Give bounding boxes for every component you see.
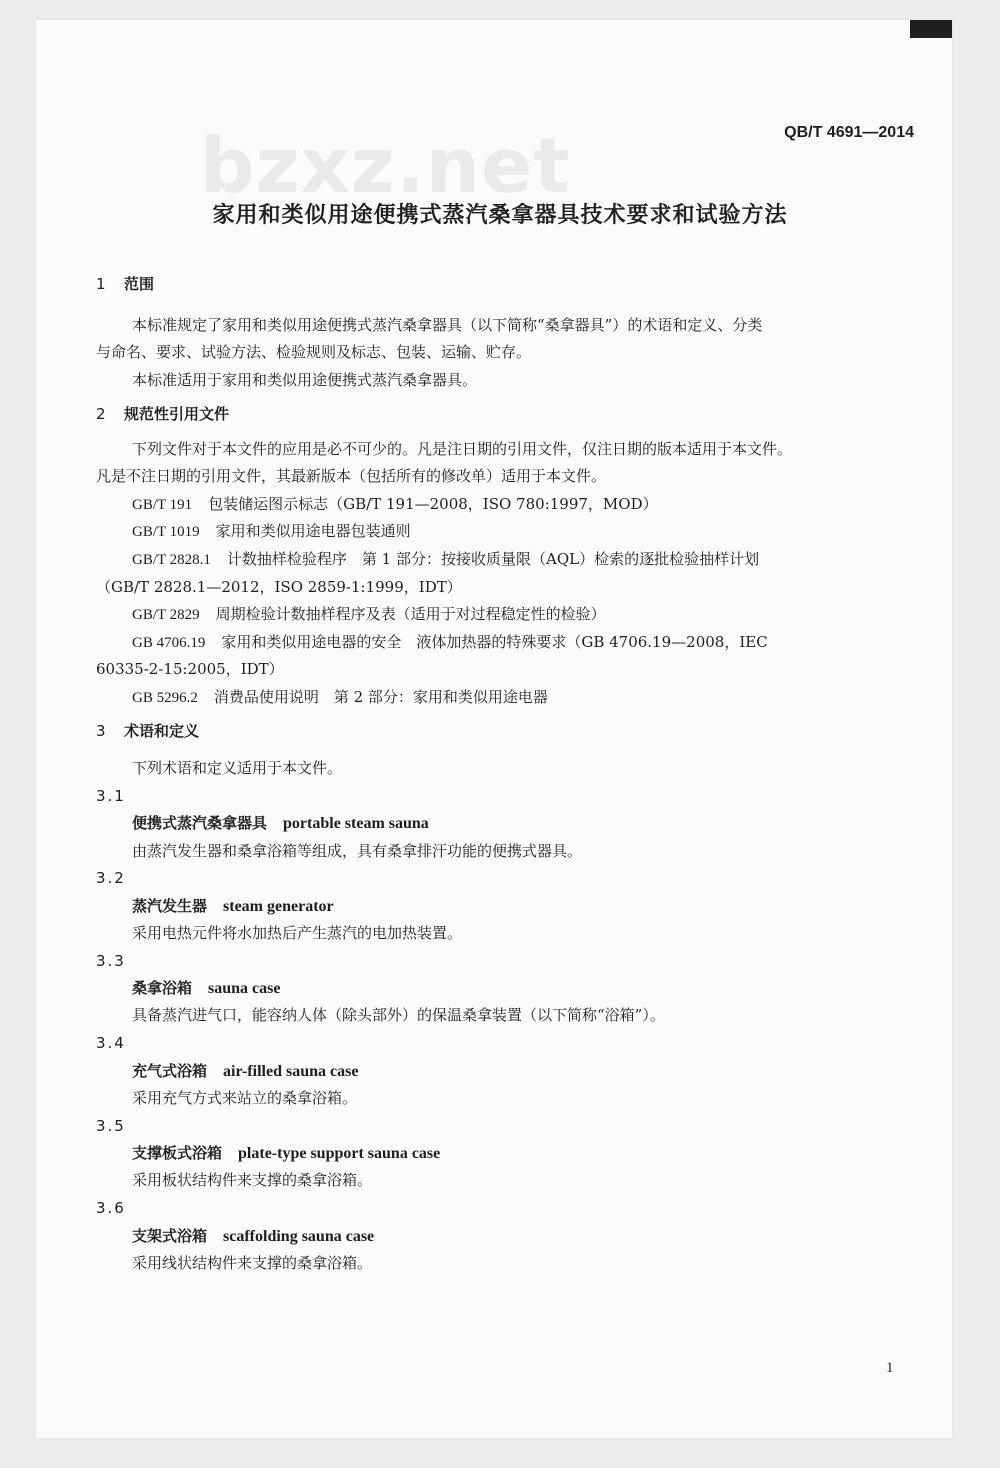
term-definition: 采用电热元件将水加热后产生蒸汽的电加热装置。 xyxy=(132,924,463,942)
paragraph-line: 凡是不注日期的引用文件，其最新版本（包括所有的修改单）适用于本文件。 xyxy=(96,467,607,485)
subclause-number: 3.5 xyxy=(96,1117,126,1135)
paragraph-line: 与命名、要求、试验方法、检验规则及标志、包装、运输、贮存。 xyxy=(96,343,532,361)
term-chinese: 支撑板式浴箱 xyxy=(132,1144,223,1162)
reference-continuation: 60335-2-15:2005，IDT） xyxy=(96,660,284,678)
subclause-number: 3.3 xyxy=(96,952,126,970)
section-title: 范围 xyxy=(124,275,155,293)
paragraph-line: 本标准适用于家用和类似用途便携式蒸汽桑拿器具。 xyxy=(132,371,478,389)
term-heading xyxy=(132,1143,440,1164)
section-number: 3 xyxy=(96,722,106,740)
reference-title: 家用和类似用途电器的安全 液体加热器的特殊要求（GB 4706.19—2008，IEC xyxy=(221,633,768,651)
subclause-number: 3.2 xyxy=(96,869,126,887)
reference-title: 计数抽样检验程序 第 1 部分：按接收质量限（AQL）检索的逐批检验抽样计划 xyxy=(226,550,760,568)
subclause-number: 3.6 xyxy=(96,1199,126,1217)
reference-item xyxy=(132,549,759,570)
term-chinese: 支架式浴箱 xyxy=(132,1227,208,1245)
paragraph-line: 本标准规定了家用和类似用途便携式蒸汽桑拿器具（以下简称“桑拿器具”）的术语和定义、分类 xyxy=(132,316,763,334)
term-english: portable steam sauna xyxy=(283,815,429,832)
watermark: bzxz.net xyxy=(200,121,571,210)
reference-code: GB 4706.19 xyxy=(132,635,206,651)
term-english: sauna case xyxy=(208,980,281,997)
term-english: scaffolding sauna case xyxy=(223,1228,375,1245)
paragraph-line: 下列术语和定义适用于本文件。 xyxy=(132,759,343,777)
term-chinese: 便携式蒸汽桑拿器具 xyxy=(132,814,268,832)
term-english: plate-type support sauna case xyxy=(238,1145,441,1162)
term-definition: 采用线状结构件来支撑的桑拿浴箱。 xyxy=(132,1254,373,1272)
section-heading-refs xyxy=(96,404,229,424)
term-definition: 采用板状结构件来支撑的桑拿浴箱。 xyxy=(132,1171,373,1189)
page-number: 1 xyxy=(886,1360,894,1376)
reference-item xyxy=(132,521,411,542)
term-definition: 由蒸汽发生器和桑拿浴箱等组成，具有桑拿排汗功能的便携式器具。 xyxy=(132,842,583,860)
term-chinese: 充气式浴箱 xyxy=(132,1062,208,1080)
reference-item xyxy=(132,687,548,708)
section-number: 2 xyxy=(96,405,106,423)
reference-item xyxy=(132,632,768,653)
term-heading xyxy=(132,978,280,999)
term-definition: 采用充气方式来站立的桑拿浴箱。 xyxy=(132,1089,358,1107)
reference-title: 包装储运图示标志（GB/T 191—2008，ISO 780:1997，MOD） xyxy=(208,495,658,513)
term-heading xyxy=(132,1226,374,1247)
section-title: 规范性引用文件 xyxy=(124,405,230,423)
term-english: air-filled sauna case xyxy=(223,1063,359,1080)
term-heading xyxy=(132,896,334,917)
section-title: 术语和定义 xyxy=(124,722,200,740)
reference-title: 消费品使用说明 第 2 部分：家用和类似用途电器 xyxy=(213,688,548,706)
document-title: 家用和类似用途便携式蒸汽桑拿器具技术要求和试验方法 xyxy=(212,203,788,228)
term-heading xyxy=(132,813,429,834)
paragraph-line: 下列文件对于本文件的应用是必不可少的。凡是注日期的引用文件，仅注日期的版本适用于本文件。 xyxy=(132,440,793,458)
reference-item xyxy=(132,494,658,515)
reference-code: GB/T 2828.1 xyxy=(132,552,211,568)
standard-code: QB/T 4691—2014 xyxy=(784,124,914,141)
reference-title: 周期检验计数抽样程序及表（适用于对过程稳定性的检验） xyxy=(215,605,606,623)
section-heading-terms xyxy=(96,721,199,741)
reference-continuation: （GB/T 2828.1—2012，ISO 2859-1:1999，IDT） xyxy=(96,578,462,596)
term-definition: 具备蒸汽进气口，能容纳人体（除头部外）的保温桑拿装置（以下简称“浴箱”）。 xyxy=(132,1006,665,1024)
reference-code: GB/T 2829 xyxy=(132,607,200,623)
subclause-number: 3.1 xyxy=(96,787,126,805)
reference-item xyxy=(132,604,606,625)
reference-title: 家用和类似用途电器包装通则 xyxy=(215,522,411,540)
scan-corner-mark xyxy=(910,20,952,38)
reference-code: GB 5296.2 xyxy=(132,690,198,706)
subclause-number: 3.4 xyxy=(96,1034,126,1052)
term-english: steam generator xyxy=(223,898,334,915)
term-chinese: 蒸汽发生器 xyxy=(132,897,208,915)
section-number: 1 xyxy=(96,275,106,293)
reference-code: GB/T 1019 xyxy=(132,524,200,540)
section-heading-scope xyxy=(96,274,154,294)
term-chinese: 桑拿浴箱 xyxy=(132,979,193,997)
term-heading xyxy=(132,1061,358,1082)
reference-code: GB/T 191 xyxy=(132,497,193,513)
